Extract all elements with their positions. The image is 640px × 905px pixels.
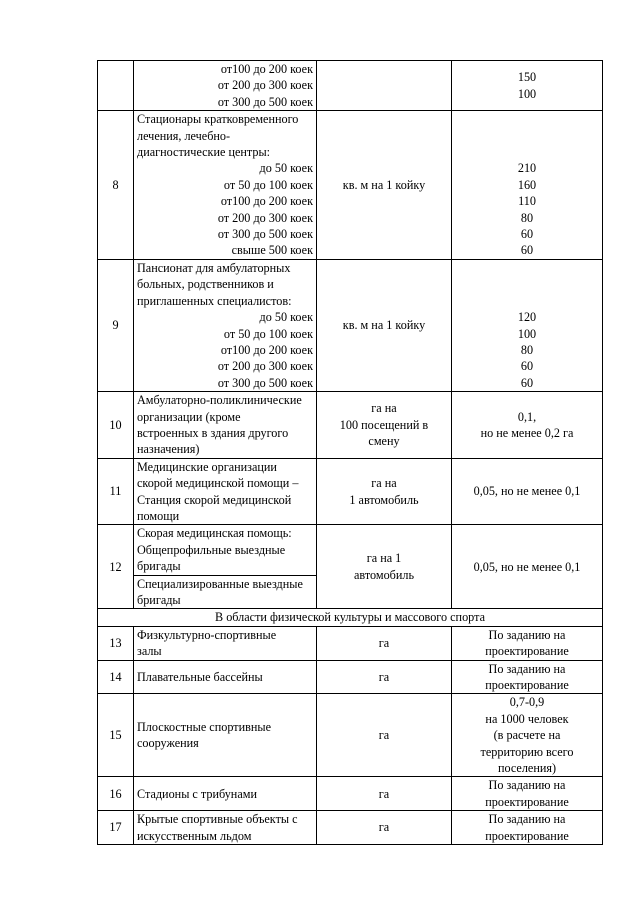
row-number-cell: 11 [98, 458, 134, 525]
table-row [98, 111, 603, 260]
row-number-cell: 12 [98, 525, 134, 609]
bed-range-label: от 300 до 500 коек [217, 94, 313, 109]
norm-value: 60 [520, 243, 534, 258]
unit-label: га на [371, 401, 397, 416]
row-number-cell: 9 [98, 259, 134, 391]
facility-title: лечения, лечебно- [137, 128, 231, 143]
facility-name: бригады [137, 559, 181, 574]
facility-name: Плавательные бассейны [134, 660, 317, 694]
norms-table [97, 60, 603, 845]
norm-value: проектирование [485, 644, 569, 659]
row-number-cell: 8 [98, 111, 134, 260]
row-number-cell: 13 [98, 626, 134, 660]
name-cell [134, 392, 317, 459]
bed-range-label: от 200 до 300 коек [217, 78, 313, 93]
norm-value [455, 144, 599, 160]
unit-cell [317, 458, 452, 525]
value-cell [452, 61, 603, 111]
norm-value: 0,1, [517, 409, 537, 424]
norm-value [455, 260, 599, 276]
facility-title: Пансионат для амбулаторных [137, 260, 291, 275]
value-cell [452, 259, 603, 391]
facility-name: помощи [137, 508, 180, 523]
name-cell [134, 626, 317, 660]
bed-range-label: от 50 до 100 коек [223, 177, 313, 192]
name-cell [134, 575, 317, 609]
value-cell [452, 660, 603, 694]
row-number-cell [98, 61, 134, 111]
norm-value: но не менее 0,2 га [480, 425, 574, 440]
facility-title: Стационары кратковременного [137, 112, 299, 127]
norm-value: 0,7-0,9 [509, 695, 545, 710]
unit-label: смену [368, 434, 400, 449]
unit-cell: га [317, 777, 452, 811]
norm-value: территорию всего [480, 744, 574, 759]
norm-value: поселения) [497, 761, 557, 776]
table-row [98, 811, 603, 845]
unit-cell [317, 61, 452, 111]
row-number-cell: 10 [98, 392, 134, 459]
value-cell [452, 392, 603, 459]
norm-value: проектирование [485, 794, 569, 809]
norm-value: 210 [517, 161, 537, 176]
facility-title: приглашенных специалистов: [137, 293, 292, 308]
unit-label: 100 посещений в [339, 417, 429, 432]
facility-name: Скорая медицинская помощь: [137, 526, 292, 541]
row-number-cell: 14 [98, 660, 134, 694]
bed-range-label: от 300 до 500 коек [217, 375, 313, 390]
name-cell [134, 525, 317, 575]
table-row [98, 626, 603, 660]
facility-name: Плоскостные спортивные [137, 720, 271, 735]
facility-name: бригады [137, 593, 181, 607]
norm-value: 60 [520, 359, 534, 374]
row-number-cell: 16 [98, 777, 134, 811]
facility-name: Стадионы с трибунами [134, 777, 317, 811]
norm-value: 80 [520, 210, 534, 225]
table-row [98, 392, 603, 459]
unit-label: 1 автомобиль [349, 492, 419, 507]
norm-value: 100 [517, 326, 537, 341]
row-number-cell: 17 [98, 811, 134, 845]
unit-cell: га [317, 694, 452, 777]
bed-range-label: до 50 коек [259, 310, 313, 325]
name-cell [134, 111, 317, 260]
facility-title: больных, родственников и [137, 277, 274, 292]
unit-cell: кв. м на 1 койку [317, 259, 452, 391]
norm-value: 110 [518, 194, 536, 209]
bed-range-label: от 200 до 300 коек [217, 359, 313, 374]
bed-range-label: от 200 до 300 коек [217, 210, 313, 225]
facility-name: Физкультурно-спортивные [137, 627, 277, 642]
norm-value: 80 [520, 342, 534, 357]
value-cell [452, 694, 603, 777]
name-cell [134, 61, 317, 111]
table-row [98, 660, 603, 694]
unit-cell [317, 392, 452, 459]
name-cell [134, 694, 317, 777]
norm-value: 160 [517, 177, 537, 192]
facility-name: Крытые спортивные объекты с [137, 812, 298, 827]
unit-cell: га [317, 811, 452, 845]
bed-range-label: до 50 коек [259, 161, 313, 176]
value-cell [452, 811, 603, 845]
norm-value: на 1000 человек [485, 711, 569, 726]
facility-name: залы [137, 644, 162, 659]
norm-value: проектирование [485, 828, 569, 843]
facility-name: искусственным льдом [137, 828, 252, 843]
facility-title: диагностические центры: [137, 145, 271, 160]
bed-range-label: от100 до 200 коек [220, 62, 313, 76]
unit-label: автомобиль [353, 567, 415, 582]
norm-value: (в расчете на [493, 728, 561, 743]
bed-range-label: от100 до 200 коек [220, 194, 313, 209]
facility-name: организации (кроме [137, 409, 241, 424]
table-row [98, 525, 603, 575]
facility-name: Медицинские организации [137, 459, 277, 474]
bed-range-label: от100 до 200 коек [220, 342, 313, 357]
value-cell [452, 777, 603, 811]
bed-range-label: от 50 до 100 коек [223, 326, 313, 341]
norm-value: 120 [517, 310, 537, 325]
norm-value [455, 293, 599, 309]
norm-value: По заданию на [488, 627, 566, 642]
bed-range-label: от 300 до 500 коек [217, 227, 313, 242]
facility-name: скорой медицинской помощи – [137, 476, 299, 491]
unit-cell [317, 525, 452, 609]
table-row [98, 777, 603, 811]
facility-name: Общепрофильные выездные [137, 542, 286, 557]
table-row [98, 61, 603, 111]
norm-value: По заданию на [488, 812, 566, 827]
norm-value [455, 111, 599, 127]
norm-value: По заданию на [488, 778, 566, 793]
facility-name: Специализированные выездные [137, 576, 303, 591]
facility-name: назначения) [137, 442, 200, 457]
table-row [98, 458, 603, 525]
norm-value: 150 [517, 70, 537, 85]
table-row [98, 259, 603, 391]
unit-cell: га [317, 660, 452, 694]
table-row [98, 694, 603, 777]
section-header-row [98, 609, 603, 626]
facility-name: Амбулаторно-поликлинические [137, 393, 302, 408]
value-cell: 0,05, но не менее 0,1 [452, 525, 603, 609]
name-cell [134, 458, 317, 525]
facility-name: сооружения [137, 736, 199, 751]
value-cell [452, 111, 603, 260]
facility-name: встроенных в здания другого [137, 425, 289, 440]
norm-value [455, 276, 599, 292]
row-number-cell: 15 [98, 694, 134, 777]
norm-value: проектирование [485, 678, 569, 693]
unit-cell: га [317, 626, 452, 660]
value-cell [452, 626, 603, 660]
norm-value [455, 128, 599, 144]
name-cell [134, 811, 317, 845]
bed-range-label: свыше 500 коек [231, 243, 313, 258]
norm-value: 60 [520, 227, 534, 242]
section-title: В области физической культуры и массового спорта [98, 609, 603, 626]
unit-cell: кв. м на 1 койку [317, 111, 452, 260]
norm-value: 60 [520, 375, 534, 390]
name-cell [134, 259, 317, 391]
norm-value: 100 [517, 86, 537, 101]
value-cell: 0,05, но не менее 0,1 [452, 458, 603, 525]
unit-label: га на [371, 476, 397, 491]
norm-value: По заданию на [488, 661, 566, 676]
unit-label: га на 1 [366, 551, 402, 566]
facility-name: Станция скорой медицинской [137, 492, 292, 507]
